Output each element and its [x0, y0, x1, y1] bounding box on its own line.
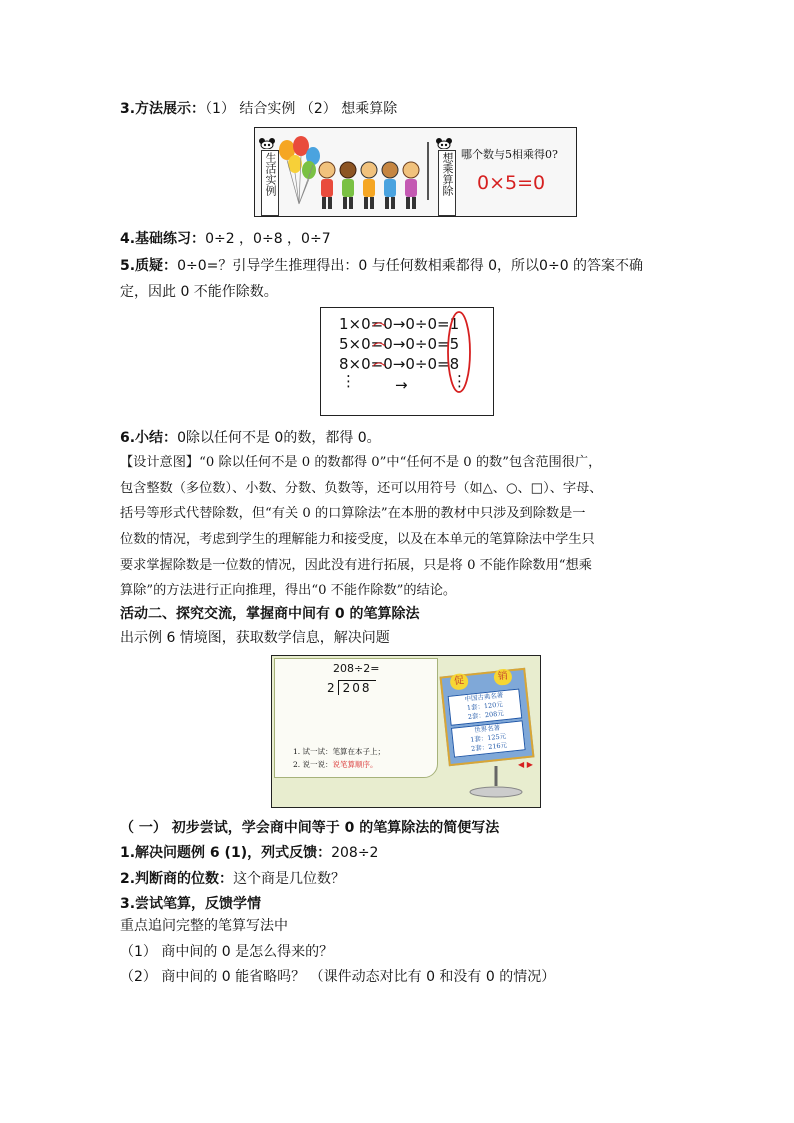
nav-arrows-icon[interactable]: ◀ ▶ [518, 760, 533, 769]
activity2-title: 活动二、探究交流，掌握商中间有 0 的笔算除法 [120, 606, 420, 622]
promo-char-1: 促 [449, 673, 469, 691]
method-line [120, 99, 397, 119]
example6-board [274, 658, 438, 778]
book2-title: 世界名著 [473, 723, 501, 735]
method-text: （1） 结合实例 （2） 想乘算除 [205, 101, 398, 117]
example6-equation: 208÷2= [333, 662, 380, 675]
book1-card [448, 688, 523, 725]
book2-price2: 2套：216元 [470, 741, 508, 753]
book1-price1: 1套：120元 [466, 700, 504, 713]
activity2-intro: 出示例 6 情境图，获取数学信息，解决问题 [120, 630, 390, 646]
fig2-row1-left: 1×0=0 [339, 315, 393, 333]
think-multiply-label: 想乘算除 [438, 150, 456, 216]
example6-step1: 1. 试一试：笔算在本子上； [293, 747, 386, 756]
sub-question-2: （2） 商中间的 0 能省略吗？ （课件动态对比有 0 和没有 0 的情况） [120, 969, 556, 985]
board-stand [462, 766, 532, 804]
fig2-arrow: → [395, 376, 408, 394]
part1-title: （ 一） 初步尝试，学会商中间等于 0 的笔算除法的简便写法 [120, 820, 500, 836]
practice-label: 4.基础练习： [120, 231, 206, 247]
fig-equation [477, 172, 545, 194]
method-label: 3.方法展示： [120, 101, 206, 117]
design-line-4: 位数的情况，考虑到学生的理解能力和接受度，以及在本单元的笔算除法中学生只 [120, 532, 595, 547]
design-line-5: 要求掌握除数是一位数的情况，因此没有进行拓展，只是将 0 不能作除数用“想乘 [120, 558, 592, 573]
promo-char-2: 销 [493, 668, 513, 686]
practice-text: 0÷2 ，0÷8 ，0÷7 [205, 231, 331, 247]
long-division [327, 680, 376, 695]
q2-label: 2.判断商的位数： [120, 871, 234, 887]
q1-label: 1.解决问题例 6 (1)，列式反馈： [120, 845, 332, 861]
step2-red: 说笔算顺序。 [332, 760, 378, 769]
fig2-row1-right: →0÷0=1 [392, 315, 460, 333]
balloons-icon [277, 134, 321, 212]
book1-title: 中国古典名著 [464, 691, 504, 704]
fig2-row2-right: →0÷0=5 [392, 335, 460, 353]
focus-line: 重点追问完整的笔算写法中 [120, 918, 288, 934]
promo-board [440, 668, 535, 766]
children-illustration [317, 158, 423, 212]
fig-equation-text: 0×5=0 [477, 172, 546, 194]
design-line-6: 算除”的方法进行正向推理，得出“0 不能作除数”的结论。 [120, 583, 457, 598]
method-figure [254, 127, 577, 217]
practice-line [120, 229, 331, 249]
step2-prefix: 2. 说一说： [293, 760, 333, 769]
life-example-label: 生活实例 [261, 150, 279, 216]
design-line-1: 【设计意图】“0 除以任何不是 0 的数都得 0”中“任何不是 0 的数”包含范围很广， [120, 455, 602, 470]
divisor: 2 [327, 681, 335, 695]
summary-line [120, 428, 381, 448]
design-line-3: 括号等形式代替除数，但“有关 0 的口算除法”在本册的教材中只涉及到除数是一 [120, 506, 586, 521]
question-line-1 [120, 256, 643, 276]
summary-text: 0除以任何不是 0的数，都得 0。 [177, 430, 381, 446]
dividend: 208 [338, 680, 376, 695]
fig2-highlight-ellipse [321, 308, 493, 415]
zero-division-figure [320, 307, 494, 416]
panda-icon [435, 134, 453, 146]
sub-question-1: （1） 商中间的 0 是怎么得来的？ [120, 944, 334, 960]
q1-line [120, 843, 378, 863]
example6-step2 [293, 759, 378, 770]
fig2-row3-right: →0÷0=8 [392, 355, 460, 373]
fig2-row2-left: 5×0=0 [339, 335, 393, 353]
book2-price1: 1套：125元 [469, 732, 507, 744]
q2-line [120, 869, 345, 889]
summary-label: 6.小结： [120, 430, 178, 446]
design-line-2: 包含整数（多位数）、小数、分数、负数等，还可以用符号（如△、○、□）、字母、 [120, 481, 603, 496]
question-text-1: 0÷0=？引导学生推理得出：0 与任何数相乘都得 0，所以0÷0 的答案不确 [177, 258, 644, 274]
fig2-row3-left: 8×0=0 [339, 355, 393, 373]
q1-text: 208÷2 [331, 845, 379, 861]
example6-figure [271, 655, 541, 808]
question-label: 5.质疑： [120, 258, 178, 274]
q3-line: 3.尝试笔算，反馈学情 [120, 896, 262, 912]
panda-icon [258, 134, 276, 146]
book2-card [451, 720, 526, 757]
q2-text: 这个商是几位数？ [233, 871, 346, 887]
question-line-2: 定，因此 0 不能作除数。 [120, 284, 278, 300]
fig2-dots-right: ⋮ [452, 372, 467, 390]
fig2-dots-left: ⋮ [341, 372, 356, 390]
figure-divider [427, 142, 429, 200]
book1-price2: 2套：208元 [467, 709, 505, 721]
fig-question: 哪个数与5相乘得0? [461, 148, 558, 161]
